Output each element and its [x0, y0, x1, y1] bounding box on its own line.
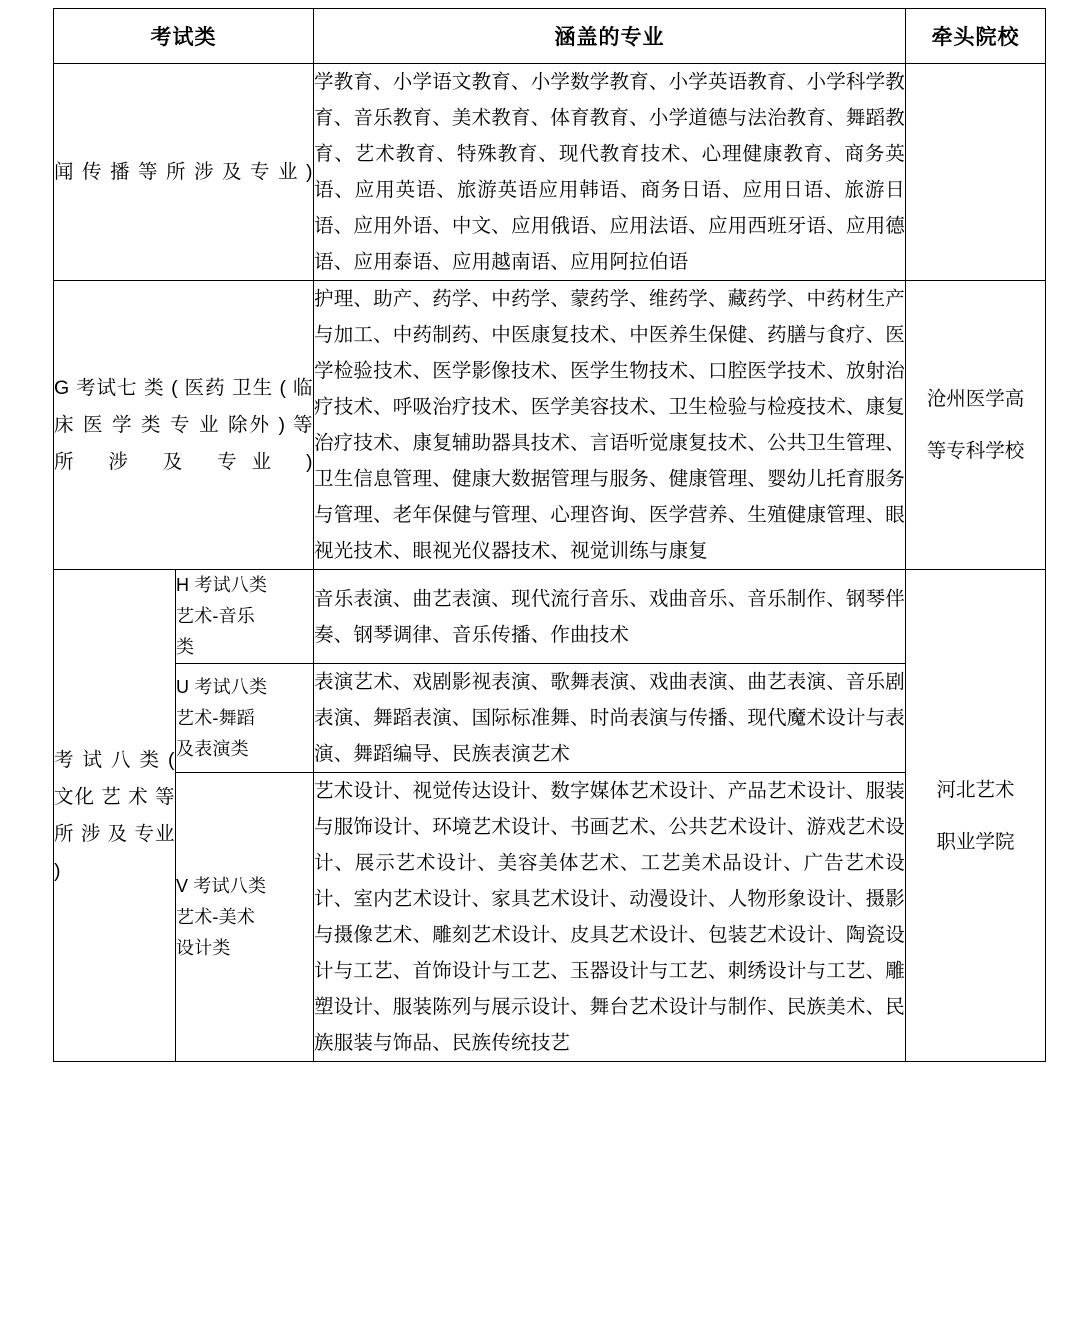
table-row: [54, 773, 1046, 1062]
subcategory-cell: V 考试八类 艺术-美术 设计类: [176, 773, 314, 1062]
lead-school-cell: [906, 64, 1046, 281]
lead-school-line: 河北艺术: [936, 778, 1015, 801]
table-row: [54, 281, 1046, 570]
majors-cell: 表演艺术、戏剧影视表演、歌舞表演、戏曲表演、曲艺表演、音乐剧表演、舞蹈表演、国际标准舞、时尚表演与传播、现代魔术设计与表演、舞蹈编导、民族表演艺术: [314, 664, 906, 773]
subcategory-cell: U 考试八类 艺术-舞蹈 及表演类: [176, 664, 314, 773]
category-cell: 闻 传 播 等 所 涉 及 专 业 ): [54, 64, 314, 281]
majors-cell: 音乐表演、曲艺表演、现代流行音乐、戏曲音乐、音乐制作、钢琴伴奏、钢琴调律、音乐传播、作曲技术: [314, 570, 906, 664]
majors-cell: 护理、助产、药学、中药学、蒙药学、维药学、藏药学、中药材生产与加工、中药制药、中医康复技术、中医养生保健、药膳与食疗、医学检验技术、医学影像技术、医学生物技术、口腔医学技术、放射治疗技术、呼吸治疗技术、医学美容技术、卫生检验与检疫技术、康复治疗技术、康复辅助器具技术、言语听觉康复技术、公共卫生管理、卫生信息管理、健康大数据管理与服务、健康管理、婴幼儿托育服务与管理、老年保健与管理、心理咨询、医学营养、生殖健康管理、眼视光技术、眼视光仪器技术、视觉训练与康复: [314, 281, 906, 570]
category-cell: 考 试 八 类 ( 文化 艺 术 等 所 涉 及 专业 ): [54, 570, 176, 1062]
table-row: [54, 570, 1046, 664]
exam-category-table: [53, 8, 1046, 1062]
header-lead-school: 牵头院校: [906, 9, 1046, 64]
table-row: [54, 64, 1046, 281]
lead-school-cell: [906, 570, 1046, 1062]
lead-school-line: 等专科学校: [926, 440, 1025, 462]
majors-cell: 学教育、小学语文教育、小学数学教育、小学英语教育、小学科学教育、音乐教育、美术教育、体育教育、小学道德与法治教育、舞蹈教育、艺术教育、特殊教育、现代教育技术、心理健康教育、商务英语、应用英语、旅游英语应用韩语、商务日语、应用日语、旅游日语、应用外语、中文、应用俄语、应用法语、应用西班牙语、应用德语、应用泰语、应用越南语、应用阿拉伯语: [314, 64, 906, 281]
category-cell: G 考试七 类 ( 医药 卫生 ( 临 床 医 学 类 专 业 除外 ) 等 所 涉 及 专业 ): [54, 281, 314, 570]
table-header-row: [54, 9, 1046, 64]
majors-cell: 艺术设计、视觉传达设计、数字媒体艺术设计、产品艺术设计、服装与服饰设计、环境艺术设计、书画艺术、公共艺术设计、游戏艺术设计、展示艺术设计、美容美体艺术、工艺美术品设计、广告艺术设计、室内艺术设计、家具艺术设计、动漫设计、人物形象设计、摄影与摄像艺术、雕刻艺术设计、皮具艺术设计、包装艺术设计、陶瓷设计与工艺、首饰设计与工艺、玉器设计与工艺、刺绣设计与工艺、雕塑设计、服装陈列与展示设计、舞台艺术设计与制作、民族美术、民族服装与饰品、民族传统技艺: [314, 773, 906, 1062]
header-category: 考试类: [54, 9, 314, 64]
lead-school-cell: [906, 281, 1046, 570]
header-majors: 涵盖的专业: [314, 9, 906, 64]
lead-school-line: 职业学院: [936, 830, 1015, 853]
table-row: [54, 664, 1046, 773]
lead-school-line: 沧州医学高: [926, 388, 1025, 410]
subcategory-cell: H 考试八类 艺术-音乐 类: [176, 570, 314, 664]
